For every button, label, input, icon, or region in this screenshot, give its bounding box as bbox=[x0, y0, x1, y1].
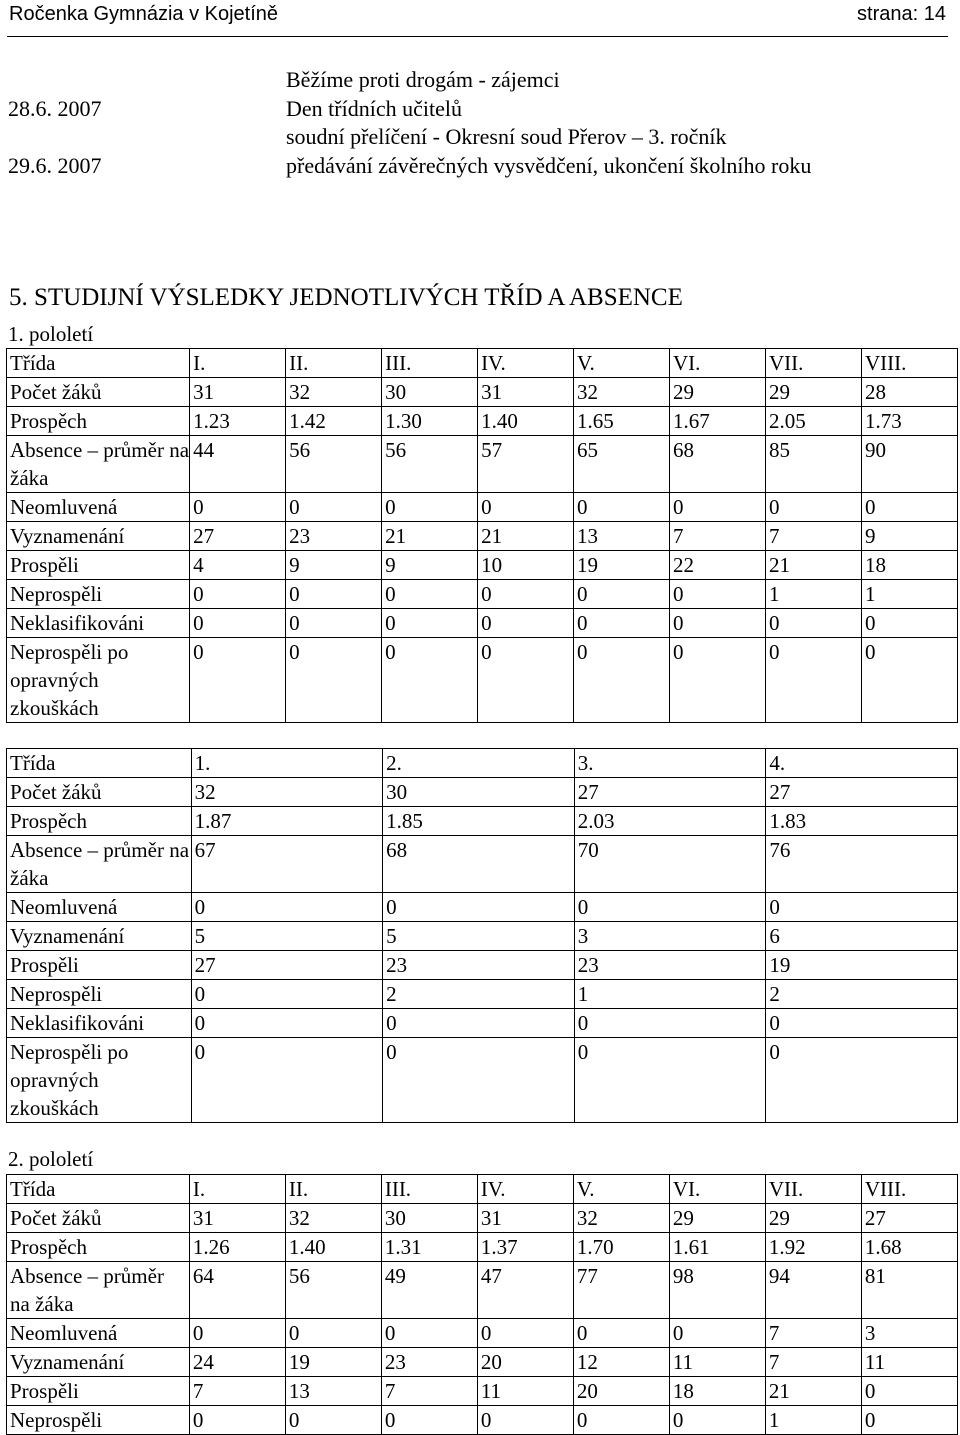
table-row bbox=[7, 436, 958, 493]
row-label: Neprospěli bbox=[7, 980, 192, 1009]
table-cell: 4 bbox=[190, 551, 286, 580]
table-cell: 19 bbox=[574, 551, 670, 580]
table-cell: VII. bbox=[765, 1175, 861, 1204]
table-row bbox=[7, 1009, 958, 1038]
table-row bbox=[7, 551, 958, 580]
table-cell: 1.92 bbox=[765, 1233, 861, 1262]
table-cell: 0 bbox=[190, 493, 286, 522]
table-cell: V. bbox=[573, 1175, 669, 1204]
table-cell: 90 bbox=[861, 436, 957, 493]
table-cell: 9 bbox=[861, 522, 957, 551]
table-cell: 1.40 bbox=[285, 1233, 381, 1262]
semester-2-label: 2. pololetí bbox=[8, 1147, 94, 1171]
table-cell: 0 bbox=[669, 1406, 765, 1435]
table-cell: 0 bbox=[190, 580, 286, 609]
table-row bbox=[7, 1233, 958, 1262]
table-cell: 81 bbox=[861, 1262, 957, 1319]
table-cell: 0 bbox=[383, 1009, 575, 1038]
table-cell: 1 bbox=[765, 580, 861, 609]
table-cell: I. bbox=[189, 1175, 285, 1204]
table-cell: 6 bbox=[766, 922, 958, 951]
table-cell: 23 bbox=[574, 951, 766, 980]
table-cell: 0 bbox=[574, 493, 670, 522]
table-cell: 0 bbox=[190, 609, 286, 638]
table-row bbox=[7, 580, 958, 609]
row-label: Třída bbox=[7, 749, 192, 778]
table-cell: 1.67 bbox=[670, 407, 766, 436]
table-cell: 30 bbox=[383, 778, 575, 807]
table-cell: 0 bbox=[478, 580, 574, 609]
table-cell: 68 bbox=[670, 436, 766, 493]
table-row bbox=[7, 638, 958, 723]
table-cell: 1.87 bbox=[191, 807, 383, 836]
table-cell: 7 bbox=[670, 522, 766, 551]
table-cell: 0 bbox=[574, 609, 670, 638]
table-cell: 27 bbox=[861, 1204, 957, 1233]
table-cell: 11 bbox=[861, 1348, 957, 1377]
events-list bbox=[8, 66, 811, 180]
row-label: Absence – průměr na žáka bbox=[7, 836, 192, 893]
table-cell: V. bbox=[574, 349, 670, 378]
table-cell: 0 bbox=[861, 609, 957, 638]
table-cell: 18 bbox=[861, 551, 957, 580]
table-cell: 1.73 bbox=[861, 407, 957, 436]
table-cell: 0 bbox=[286, 580, 382, 609]
table-cell: 0 bbox=[765, 609, 861, 638]
table-cell: 27 bbox=[191, 951, 383, 980]
table-cell: 1 bbox=[861, 580, 957, 609]
table-cell: VII. bbox=[765, 349, 861, 378]
table-cell: II. bbox=[286, 349, 382, 378]
table-cell: VIII. bbox=[861, 1175, 957, 1204]
table-cell: 21 bbox=[382, 522, 478, 551]
table-cell: 0 bbox=[478, 493, 574, 522]
table-cell: 0 bbox=[382, 638, 478, 723]
row-label: Absence – průměr na žáka bbox=[7, 1262, 190, 1319]
table-row bbox=[7, 980, 958, 1009]
table-cell: 10 bbox=[478, 551, 574, 580]
row-label: Prospěch bbox=[7, 1233, 190, 1262]
event-date: 28.6. 2007 bbox=[8, 95, 102, 121]
table-cell: 0 bbox=[670, 638, 766, 723]
table-cell: 0 bbox=[191, 980, 383, 1009]
table-cell: 24 bbox=[189, 1348, 285, 1377]
table-row bbox=[7, 749, 958, 778]
table-cell: 1.26 bbox=[189, 1233, 285, 1262]
table-cell: 27 bbox=[766, 778, 958, 807]
table-row bbox=[7, 378, 958, 407]
table-cell: 21 bbox=[765, 1377, 861, 1406]
event-date bbox=[8, 123, 286, 152]
event-text: Den třídních učitelů bbox=[286, 95, 462, 121]
table-cell: 0 bbox=[285, 1406, 381, 1435]
row-label: Třída bbox=[7, 1175, 190, 1204]
table-cell: 0 bbox=[382, 493, 478, 522]
table-cell: 0 bbox=[286, 493, 382, 522]
row-label: Neomluvená bbox=[7, 893, 192, 922]
table-cell: 21 bbox=[765, 551, 861, 580]
row-label: Neprospěli po opravných zkouškách bbox=[7, 638, 190, 723]
table-cell: 31 bbox=[189, 1204, 285, 1233]
table-cell: 1.31 bbox=[381, 1233, 477, 1262]
table-cell: 29 bbox=[765, 1204, 861, 1233]
table-cell: 2 bbox=[766, 980, 958, 1009]
table-cell: 31 bbox=[477, 1204, 573, 1233]
table-cell: 5 bbox=[191, 922, 383, 951]
event-row bbox=[8, 66, 811, 95]
table-cell: 47 bbox=[477, 1262, 573, 1319]
table-cell: 29 bbox=[670, 378, 766, 407]
table-cell: 0 bbox=[573, 1319, 669, 1348]
table-cell: 1 bbox=[574, 980, 766, 1009]
table-cell: 1.65 bbox=[574, 407, 670, 436]
row-label: Neklasifikováni bbox=[7, 609, 190, 638]
table-cell: 7 bbox=[765, 1348, 861, 1377]
table-cell: 13 bbox=[574, 522, 670, 551]
table-cell: 1 bbox=[765, 1406, 861, 1435]
table-cell: 0 bbox=[574, 1009, 766, 1038]
table-cell: 1.40 bbox=[478, 407, 574, 436]
results-table-semester-2 bbox=[6, 1174, 958, 1435]
table-row bbox=[7, 836, 958, 893]
event-date: 29.6. 2007 bbox=[8, 152, 102, 178]
table-row bbox=[7, 807, 958, 836]
row-label: Prospěch bbox=[7, 807, 192, 836]
table-cell: 0 bbox=[381, 1406, 477, 1435]
table-row bbox=[7, 522, 958, 551]
row-label: Vyznamenání bbox=[7, 1348, 190, 1377]
page-header bbox=[7, 0, 948, 37]
results-table-semester-1-fouryear bbox=[6, 748, 958, 1123]
table-cell: 56 bbox=[382, 436, 478, 493]
table-row bbox=[7, 407, 958, 436]
table-cell: 30 bbox=[382, 378, 478, 407]
table-cell: 2.03 bbox=[574, 807, 766, 836]
table-cell: 0 bbox=[383, 893, 575, 922]
table-cell: 0 bbox=[574, 638, 670, 723]
row-label: Neomluvená bbox=[7, 1319, 190, 1348]
table-cell: 32 bbox=[573, 1204, 669, 1233]
row-label: Prospěli bbox=[7, 551, 190, 580]
table-cell: III. bbox=[382, 349, 478, 378]
table-cell: 0 bbox=[285, 1319, 381, 1348]
table-cell: 0 bbox=[669, 1319, 765, 1348]
row-label: Prospěch bbox=[7, 407, 190, 436]
table-cell: 27 bbox=[574, 778, 766, 807]
table-cell: 1.83 bbox=[766, 807, 958, 836]
table-cell: 0 bbox=[189, 1406, 285, 1435]
table-cell: 2 bbox=[383, 980, 575, 1009]
table-cell: 0 bbox=[861, 1377, 957, 1406]
table-cell: 98 bbox=[669, 1262, 765, 1319]
table-cell: 0 bbox=[286, 638, 382, 723]
table-cell: 2. bbox=[383, 749, 575, 778]
table-cell: 0 bbox=[766, 893, 958, 922]
table-cell: 49 bbox=[381, 1262, 477, 1319]
table-cell: 57 bbox=[478, 436, 574, 493]
event-date bbox=[8, 66, 286, 95]
table-row bbox=[7, 1348, 958, 1377]
table-cell: 0 bbox=[190, 638, 286, 723]
table-cell: 0 bbox=[861, 638, 957, 723]
table-cell: 32 bbox=[285, 1204, 381, 1233]
table-row bbox=[7, 1319, 958, 1348]
table-cell: 0 bbox=[286, 609, 382, 638]
table-row bbox=[7, 951, 958, 980]
table-cell: 19 bbox=[766, 951, 958, 980]
table-cell: 31 bbox=[190, 378, 286, 407]
table-cell: 22 bbox=[670, 551, 766, 580]
table-cell: 9 bbox=[286, 551, 382, 580]
table-cell: 0 bbox=[670, 493, 766, 522]
table-cell: 0 bbox=[478, 609, 574, 638]
table-cell: 67 bbox=[191, 836, 383, 893]
table-cell: 0 bbox=[383, 1038, 575, 1123]
table-cell: 11 bbox=[477, 1377, 573, 1406]
table-cell: 30 bbox=[381, 1204, 477, 1233]
table-cell: IV. bbox=[477, 1175, 573, 1204]
table-cell: 1.23 bbox=[190, 407, 286, 436]
row-label: Neprospěli po opravných zkouškách bbox=[7, 1038, 192, 1123]
table-cell: 7 bbox=[765, 522, 861, 551]
table-cell: 19 bbox=[285, 1348, 381, 1377]
table-cell: 9 bbox=[382, 551, 478, 580]
table-cell: 1.30 bbox=[382, 407, 478, 436]
table-row bbox=[7, 493, 958, 522]
table-cell: 56 bbox=[285, 1262, 381, 1319]
event-row bbox=[8, 152, 811, 181]
table-cell: 29 bbox=[765, 378, 861, 407]
table-cell: 70 bbox=[574, 836, 766, 893]
table-cell: 0 bbox=[765, 638, 861, 723]
row-label: Neklasifikováni bbox=[7, 1009, 192, 1038]
table-cell: 0 bbox=[766, 1009, 958, 1038]
row-label: Neomluvená bbox=[7, 493, 190, 522]
table-cell: 18 bbox=[669, 1377, 765, 1406]
table-row bbox=[7, 1377, 958, 1406]
table-cell: 23 bbox=[286, 522, 382, 551]
table-cell: 77 bbox=[573, 1262, 669, 1319]
table-cell: 32 bbox=[286, 378, 382, 407]
table-cell: 31 bbox=[478, 378, 574, 407]
table-cell: VI. bbox=[670, 349, 766, 378]
table-cell: 0 bbox=[861, 1406, 957, 1435]
row-label: Počet žáků bbox=[7, 1204, 190, 1233]
table-cell: III. bbox=[381, 1175, 477, 1204]
table-row bbox=[7, 893, 958, 922]
table-cell: 12 bbox=[573, 1348, 669, 1377]
table-row bbox=[7, 778, 958, 807]
table-cell: 0 bbox=[477, 1319, 573, 1348]
table-row bbox=[7, 1262, 958, 1319]
table-cell: 0 bbox=[861, 493, 957, 522]
table-row bbox=[7, 609, 958, 638]
results-table-semester-1 bbox=[6, 348, 958, 723]
table-cell: 29 bbox=[669, 1204, 765, 1233]
table-row bbox=[7, 922, 958, 951]
table-cell: 0 bbox=[191, 1009, 383, 1038]
table-cell: 0 bbox=[573, 1406, 669, 1435]
table-cell: 76 bbox=[766, 836, 958, 893]
row-label: Třída bbox=[7, 349, 190, 378]
table-cell: 0 bbox=[766, 1038, 958, 1123]
row-label: Prospěli bbox=[7, 951, 192, 980]
table-cell: 0 bbox=[191, 893, 383, 922]
table-cell: 85 bbox=[765, 436, 861, 493]
table-cell: 0 bbox=[478, 638, 574, 723]
event-text: soudní přelíčení - Okresní soud Přerov – 3. ročník bbox=[286, 124, 727, 149]
row-label: Prospěli bbox=[7, 1377, 190, 1406]
event-row bbox=[8, 123, 811, 152]
row-label: Vyznamenání bbox=[7, 522, 190, 551]
table-cell: VI. bbox=[669, 1175, 765, 1204]
event-row bbox=[8, 95, 811, 124]
table-cell: IV. bbox=[478, 349, 574, 378]
table-cell: 7 bbox=[189, 1377, 285, 1406]
table-row bbox=[7, 1038, 958, 1123]
table-cell: 3 bbox=[574, 922, 766, 951]
semester-1-label: 1. pololetí bbox=[8, 322, 94, 346]
table-cell: 23 bbox=[381, 1348, 477, 1377]
table-cell: 1.68 bbox=[861, 1233, 957, 1262]
table-cell: 7 bbox=[765, 1319, 861, 1348]
table-cell: 1.85 bbox=[383, 807, 575, 836]
row-label: Počet žáků bbox=[7, 778, 192, 807]
table-cell: 13 bbox=[285, 1377, 381, 1406]
row-label: Počet žáků bbox=[7, 378, 190, 407]
table-cell: 0 bbox=[381, 1319, 477, 1348]
table-cell: 0 bbox=[765, 493, 861, 522]
table-cell: 0 bbox=[670, 580, 766, 609]
table-cell: 0 bbox=[477, 1406, 573, 1435]
table-cell: I. bbox=[190, 349, 286, 378]
table-cell: 94 bbox=[765, 1262, 861, 1319]
event-text: předávání závěrečných vysvědčení, ukončení školního roku bbox=[286, 152, 812, 178]
table-cell: VIII. bbox=[861, 349, 957, 378]
table-cell: 0 bbox=[574, 580, 670, 609]
table-cell: 65 bbox=[574, 436, 670, 493]
table-cell: 0 bbox=[189, 1319, 285, 1348]
document-title: Ročenka Gymnázia v Kojetíně bbox=[9, 3, 279, 25]
table-cell: 1.37 bbox=[477, 1233, 573, 1262]
table-cell: 2.05 bbox=[765, 407, 861, 436]
table-cell: 20 bbox=[477, 1348, 573, 1377]
table-cell: 5 bbox=[383, 922, 575, 951]
section-title: 5. STUDIJNÍ VÝSLEDKY JEDNOTLIVÝCH TŘÍD A ABSENCE bbox=[9, 284, 683, 311]
table-cell: 0 bbox=[382, 609, 478, 638]
table-cell: 7 bbox=[381, 1377, 477, 1406]
table-cell: 44 bbox=[190, 436, 286, 493]
table-cell: 32 bbox=[191, 778, 383, 807]
table-cell: II. bbox=[285, 1175, 381, 1204]
table-cell: 1.42 bbox=[286, 407, 382, 436]
table-row bbox=[7, 349, 958, 378]
table-cell: 64 bbox=[189, 1262, 285, 1319]
table-cell: 0 bbox=[574, 893, 766, 922]
page-number: strana: 14 bbox=[857, 3, 946, 25]
table-cell: 56 bbox=[286, 436, 382, 493]
table-cell: 0 bbox=[191, 1038, 383, 1123]
table-row bbox=[7, 1175, 958, 1204]
table-cell: 1.70 bbox=[573, 1233, 669, 1262]
table-cell: 3 bbox=[861, 1319, 957, 1348]
table-cell: 21 bbox=[478, 522, 574, 551]
row-label: Neprospěli bbox=[7, 580, 190, 609]
row-label: Absence – průměr na žáka bbox=[7, 436, 190, 493]
table-cell: 32 bbox=[574, 378, 670, 407]
table-cell: 0 bbox=[670, 609, 766, 638]
table-row bbox=[7, 1406, 958, 1435]
table-cell: 27 bbox=[190, 522, 286, 551]
event-text: Běžíme proti drogám - zájemci bbox=[286, 67, 560, 92]
table-cell: 68 bbox=[383, 836, 575, 893]
table-row bbox=[7, 1204, 958, 1233]
table-cell: 23 bbox=[383, 951, 575, 980]
row-label: Neprospěli bbox=[7, 1406, 190, 1435]
table-cell: 1. bbox=[191, 749, 383, 778]
table-cell: 1.61 bbox=[669, 1233, 765, 1262]
table-cell: 20 bbox=[573, 1377, 669, 1406]
table-cell: 3. bbox=[574, 749, 766, 778]
table-cell: 4. bbox=[766, 749, 958, 778]
table-cell: 28 bbox=[861, 378, 957, 407]
table-cell: 11 bbox=[669, 1348, 765, 1377]
table-cell: 0 bbox=[574, 1038, 766, 1123]
table-cell: 0 bbox=[382, 580, 478, 609]
row-label: Vyznamenání bbox=[7, 922, 192, 951]
